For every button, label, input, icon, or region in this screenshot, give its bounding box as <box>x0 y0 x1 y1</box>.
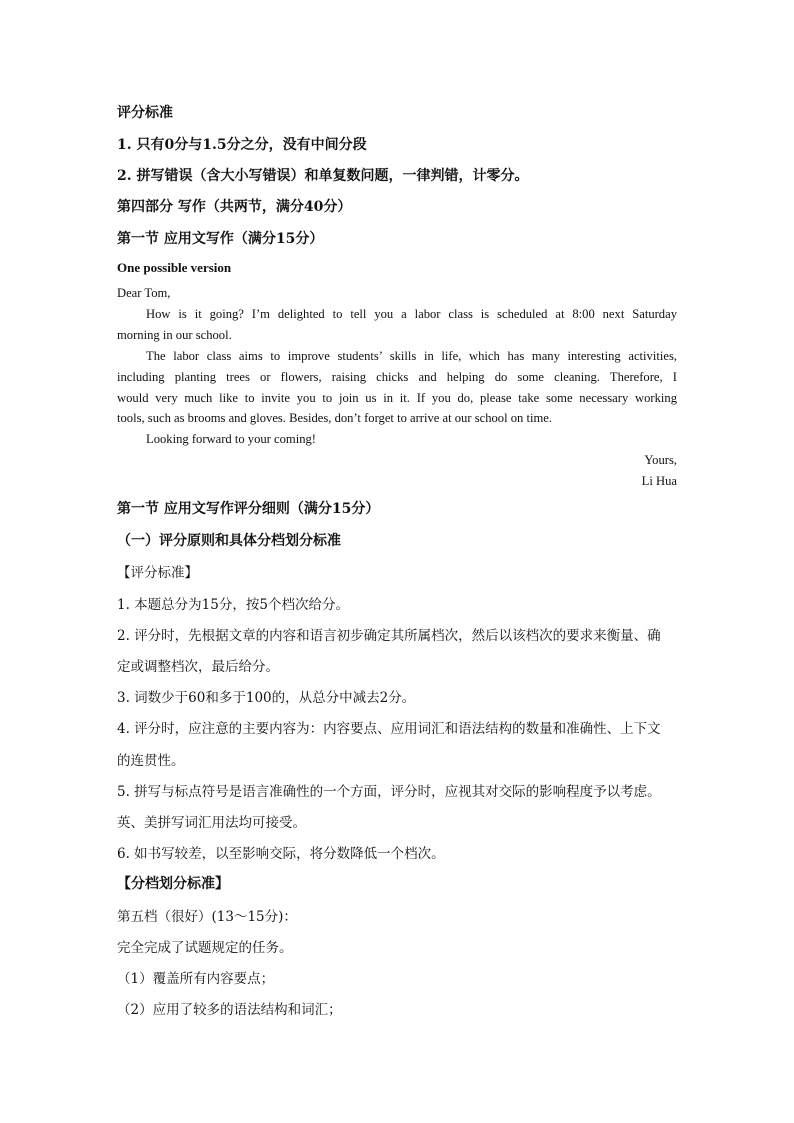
rubric-rule-3: 3. 词数少于60和多于100的，从总分中减去2分。 <box>117 690 416 706</box>
criteria-item-2: 2. 拼写错误（含大小写错误）和单复数问题，一律判错，计零分。 <box>117 168 529 184</box>
rubric-bracket-title: 【评分标准】 <box>117 565 198 581</box>
rubric-rule-2b: 定或调整档次，最后给分。 <box>117 659 279 675</box>
section1-title: 第一节 应用文写作（满分15分） <box>117 231 324 247</box>
criteria-item-1: 1. 只有0分与1.5分之分，没有中间分段 <box>117 137 367 153</box>
rubric-title: 第一节 应用文写作评分细则（满分15分） <box>117 501 380 517</box>
tier-title: 【分档划分标准】 <box>117 876 229 892</box>
letter-p1-line1: How is it going? I’m delighted to tell you a labor class is scheduled at 8:00 next Saturday <box>146 307 677 321</box>
letter-p2-line4: tools, such as brooms and gloves. Besides, don’t forget to arrive at our school on time. <box>117 411 553 425</box>
rubric-subtitle: （一）评分原则和具体分档划分标准 <box>117 533 341 549</box>
letter-greeting: Dear Tom, <box>117 286 171 300</box>
rubric-rule-5b: 英、美拼写词汇用法均可接受。 <box>117 815 306 831</box>
tier5-heading: 第五档（很好）(13～15分)： <box>117 909 297 925</box>
rubric-rule-4b: 的连贯性。 <box>117 753 185 769</box>
tier5-item-2: （2）应用了较多的语法结构和词汇； <box>117 1002 342 1018</box>
rubric-rule-1: 1. 本题总分为15分，按5个档次给分。 <box>117 597 349 613</box>
tier5-description: 完全完成了试题规定的任务。 <box>117 940 293 956</box>
letter-p2-line1: The labor class aims to improve students’ skills in life, which has many interesting activities, <box>146 349 677 363</box>
rubric-rule-6: 6. 如书写较差，以至影响交际，将分数降低一个档次。 <box>117 846 445 862</box>
rubric-rule-2a: 2. 评分时，先根据文章的内容和语言初步确定其所属档次，然后以该档次的要求来衡量、确 <box>117 628 661 644</box>
part4-title: 第四部分 写作（共两节，满分40分） <box>117 199 352 215</box>
letter-closing: Yours, <box>644 453 677 467</box>
sample-heading: One possible version <box>117 260 232 275</box>
letter-p2-line3: would very much like to invite you to join us in it. If you do, please take some necessary working <box>117 391 677 405</box>
rubric-rule-5a: 5. 拼写与标点符号是语言准确性的一个方面，评分时，应视其对交际的影响程度予以考虑。 <box>117 784 661 800</box>
criteria-title: 评分标准 <box>117 105 173 121</box>
letter-p1-line2: morning in our school. <box>117 328 232 342</box>
letter-p3: Looking forward to your coming! <box>146 432 316 446</box>
letter-p2-line2: including planting trees or flowers, raising chicks and helping do some cleaning. Therefore, I <box>117 370 677 384</box>
letter-signature: Li Hua <box>641 474 677 488</box>
rubric-rule-4a: 4. 评分时，应注意的主要内容为：内容要点、应用词汇和语法结构的数量和准确性、上下文 <box>117 721 661 737</box>
tier5-item-1: （1）覆盖所有内容要点； <box>117 971 275 987</box>
